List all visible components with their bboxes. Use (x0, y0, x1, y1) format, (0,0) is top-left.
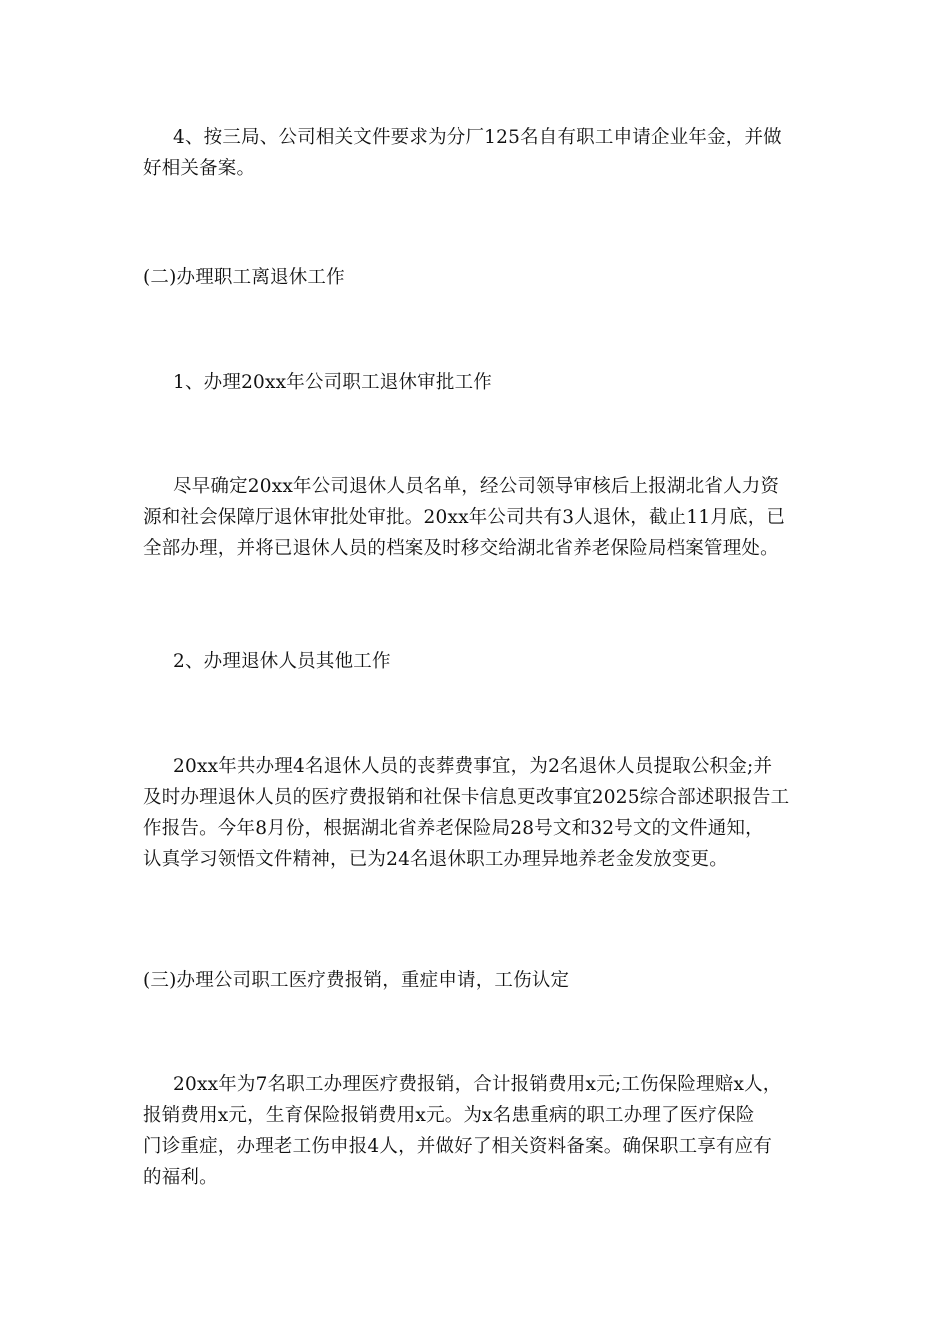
text-line: 报销费用x元，生育保险报销费用x元。为x名患重病的职工办理了医疗保险 (143, 1105, 755, 1126)
paragraph-annuity (143, 122, 813, 184)
text-line: 及时办理退休人员的医疗费报销和社保卡信息更改事宜2025综合部述职报告工 (143, 787, 790, 808)
paragraph-medical (143, 1069, 813, 1193)
text-line: 2、办理退休人员其他工作 (173, 651, 391, 672)
subheading-retirement-approval (143, 367, 813, 398)
text-line: 全部办理，并将已退休人员的档案及时移交给湖北省养老保险局档案管理处。 (143, 538, 779, 559)
text-line: 作报告。今年8月份，根据湖北省养老保险局28号文和32号文的文件通知， (143, 818, 764, 839)
text-line: (三)办理公司职工医疗费报销，重症申请，工伤认定 (143, 970, 570, 991)
text-line: 20xx年共办理4名退休人员的丧葬费事宜，为2名退休人员提取公积金;并 (173, 756, 773, 777)
text-line: 4、按三局、公司相关文件要求为分厂125名自有职工申请企业年金，并做 (173, 127, 782, 148)
text-line: 好相关备案。 (143, 158, 256, 179)
text-line: (二)办理职工离退休工作 (143, 267, 345, 288)
text-line: 尽早确定20xx年公司退休人员名单，经公司领导审核后上报湖北省人力资 (173, 476, 780, 497)
text-line: 的福利。 (143, 1167, 218, 1188)
text-line: 认真学习领悟文件精神，已为24名退休职工办理异地养老金发放变更。 (143, 849, 728, 870)
paragraph-retiree-other-work (143, 751, 813, 875)
subheading-retiree-other-work (143, 646, 813, 677)
section-heading-medical (143, 965, 813, 996)
text-line: 门诊重症，办理老工伤申报4人，并做好了相关资料备案。确保职工享有应有 (143, 1136, 773, 1157)
text-line: 20xx年为7名职工办理医疗费报销，合计报销费用x元;工伤保险理赔x人， (173, 1074, 782, 1095)
text-line: 源和社会保障厅退休审批处审批。20xx年公司共有3人退休，截止11月底，已 (143, 507, 786, 528)
section-heading-retirement (143, 262, 813, 293)
text-line: 1、办理20xx年公司职工退休审批工作 (173, 372, 492, 393)
paragraph-retirement-approval (143, 471, 813, 564)
